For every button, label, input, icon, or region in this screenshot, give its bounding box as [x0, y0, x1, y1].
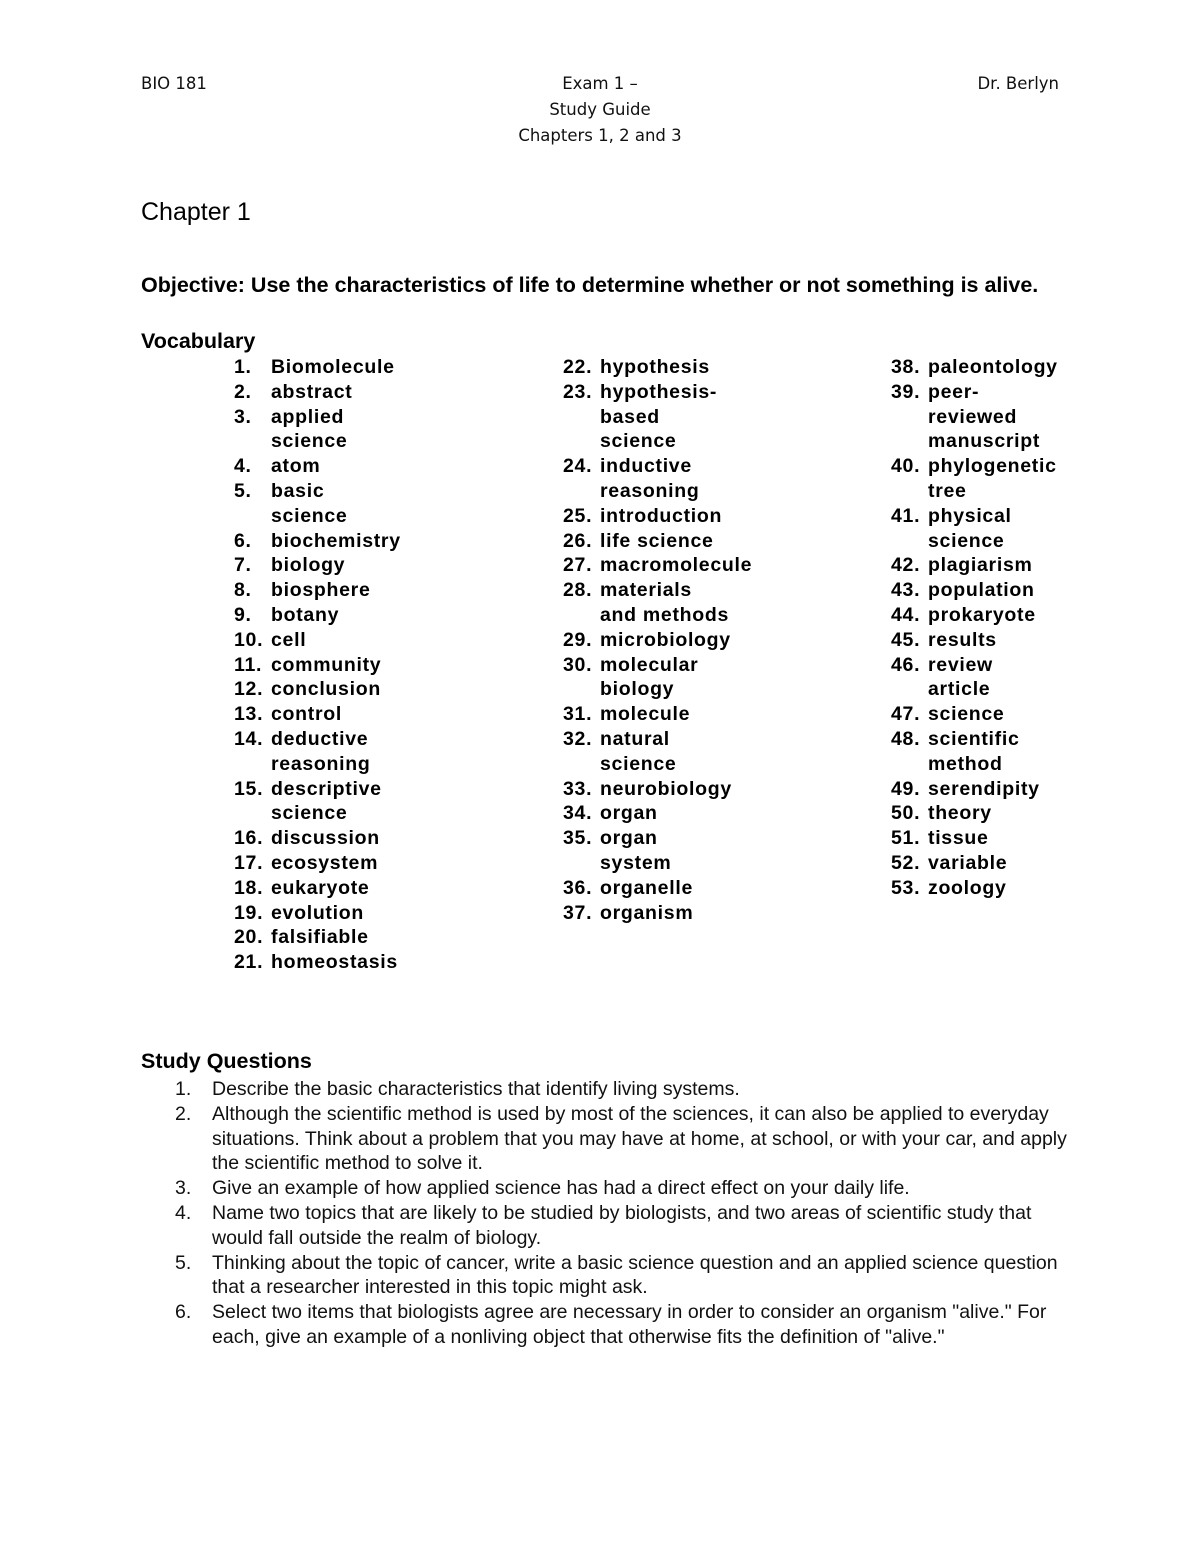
vocab-term: paleontology — [928, 356, 1058, 378]
vocab-term: organ — [600, 802, 658, 825]
vocab-term: macromolecule — [600, 554, 753, 577]
vocab-term: descriptive science — [271, 777, 382, 825]
study-questions-heading: Study Questions — [141, 1049, 312, 1073]
vocab-number: 23. — [563, 380, 593, 403]
vocab-term: science — [928, 703, 1005, 726]
vocab-number: 44. — [891, 603, 921, 626]
question-number: 4. — [175, 1201, 192, 1224]
vocab-item — [563, 529, 730, 554]
vocab-item — [891, 380, 1053, 454]
vocab-term: hypothesis-based science — [600, 380, 718, 453]
vocab-term: control — [271, 703, 342, 726]
question-number: 6. — [175, 1301, 192, 1324]
vocab-number: 17. — [234, 851, 264, 874]
vocab-item — [234, 727, 396, 777]
vocab-item — [891, 851, 1053, 876]
vocab-item — [891, 628, 1053, 653]
question-text: Name two topics that are likely to be studied by biologists, and two areas of scientific study that would fall outside the realm of biology. — [212, 1201, 1032, 1249]
vocab-number: 34. — [563, 802, 593, 825]
vocab-item — [234, 454, 396, 479]
vocab-term: organism — [600, 901, 694, 924]
vocab-number: 42. — [891, 554, 921, 577]
vocab-item — [563, 628, 730, 653]
vocab-number: 9. — [234, 603, 252, 626]
study-question — [141, 1251, 1071, 1301]
vocab-item — [234, 702, 396, 727]
vocab-term: eukaryote — [271, 876, 370, 899]
study-question — [141, 1300, 1071, 1350]
vocab-term: applied science — [271, 405, 348, 453]
vocab-item — [891, 553, 1053, 578]
vocab-item — [234, 603, 396, 628]
vocab-item — [234, 355, 396, 380]
vocab-item — [891, 727, 1053, 777]
study-question — [141, 1201, 1071, 1251]
vocab-number: 16. — [234, 827, 264, 850]
study-questions-list — [141, 1077, 1071, 1350]
vocab-number: 7. — [234, 554, 252, 577]
vocab-number: 1. — [234, 356, 252, 378]
vocab-term: results — [928, 628, 997, 651]
vocab-number: 33. — [563, 777, 593, 800]
vocab-term: serendipity — [928, 777, 1040, 800]
vocab-term: ecosystem — [271, 851, 379, 874]
vocab-term: population — [928, 579, 1035, 602]
vocab-item — [234, 876, 396, 901]
vocab-term: theory — [928, 802, 992, 825]
header-chapters: Chapters 1, 2 and 3 — [518, 126, 682, 145]
vocab-number: 19. — [234, 901, 264, 924]
vocab-item — [563, 454, 730, 504]
vocab-item — [891, 777, 1053, 802]
vocab-column-3 — [891, 355, 1058, 901]
vocab-item — [563, 702, 730, 727]
vocab-term: deductive reasoning — [271, 727, 371, 775]
vocab-number: 50. — [891, 802, 921, 825]
vocab-term: materials and methods — [600, 579, 730, 626]
vocab-number: 13. — [234, 703, 264, 726]
vocab-term: phylogenetic tree — [928, 455, 1057, 502]
vocab-item — [563, 777, 730, 802]
vocab-term: molecule — [600, 703, 691, 726]
vocab-term: evolution — [271, 901, 364, 924]
vocab-term: discussion — [271, 827, 380, 850]
vocab-term: neurobiology — [600, 777, 732, 800]
vocab-term: organelle — [600, 876, 693, 899]
vocab-number: 3. — [234, 405, 252, 428]
vocab-term: scientific method — [928, 727, 1020, 775]
vocab-item — [234, 677, 396, 702]
vocab-number: 49. — [891, 777, 921, 800]
vocab-number: 39. — [891, 380, 921, 403]
vocab-number: 5. — [234, 479, 252, 502]
vocab-item — [563, 826, 730, 876]
vocab-number: 18. — [234, 876, 264, 899]
question-number: 1. — [175, 1078, 192, 1100]
header-instructor: Dr. Berlyn — [977, 74, 1059, 93]
vocab-number: 29. — [563, 628, 593, 651]
vocab-item — [234, 628, 396, 653]
vocab-number: 2. — [234, 380, 252, 403]
vocab-number: 24. — [563, 455, 593, 478]
vocab-item — [563, 876, 730, 901]
vocab-column-1 — [234, 355, 401, 975]
vocab-term: introduction — [600, 504, 723, 527]
vocab-term: Biomolecule — [271, 356, 395, 378]
vocab-item — [563, 380, 730, 454]
vocab-item — [563, 355, 730, 380]
vocab-item — [563, 801, 730, 826]
vocab-item — [891, 826, 1053, 851]
vocab-term: tissue — [928, 827, 989, 850]
vocab-term: community — [271, 653, 382, 676]
vocab-number: 31. — [563, 703, 593, 726]
vocab-term: atom — [271, 455, 321, 478]
vocab-term: physical science — [928, 504, 1012, 552]
vocab-item — [563, 578, 730, 628]
vocab-item — [891, 578, 1053, 603]
vocab-number: 35. — [563, 827, 593, 850]
vocab-item — [234, 925, 396, 950]
vocab-number: 26. — [563, 529, 593, 552]
vocab-number: 36. — [563, 876, 593, 899]
vocab-item — [563, 727, 730, 777]
study-question — [141, 1102, 1071, 1176]
vocab-term: molecular biology — [600, 653, 699, 701]
question-text: Give an example of how applied science has had a direct effect on your daily life. — [212, 1177, 910, 1200]
vocab-item — [891, 603, 1053, 628]
vocab-item — [234, 826, 396, 851]
vocab-number: 12. — [234, 678, 264, 701]
vocab-number: 25. — [563, 504, 593, 527]
question-text: Select two items that biologists agree are necessary in order to consider an organism "alive." For each, give an example of a nonliving object that otherwise fits the definition of "alive." — [212, 1301, 1047, 1348]
vocab-term: inductive reasoning — [600, 455, 700, 502]
vocab-term: natural science — [600, 727, 677, 775]
vocab-term: prokaryote — [928, 603, 1036, 626]
chapter-title: Chapter 1 — [141, 198, 251, 226]
vocab-item — [891, 801, 1053, 826]
vocab-item — [234, 529, 401, 554]
vocab-number: 21. — [234, 951, 264, 974]
vocab-number: 8. — [234, 579, 252, 602]
vocab-term: review article — [928, 653, 993, 701]
vocab-number: 48. — [891, 727, 921, 750]
vocab-number: 15. — [234, 777, 264, 800]
vocab-number: 22. — [563, 356, 593, 378]
vocab-term: hypothesis — [600, 356, 710, 378]
vocab-number: 28. — [563, 579, 593, 602]
vocab-number: 4. — [234, 455, 252, 478]
study-question — [141, 1077, 1071, 1102]
vocab-term: basic science — [271, 479, 348, 527]
vocab-item — [891, 504, 1053, 554]
question-text: Although the scientific method is used by most of the sciences, it can also be applied to everyday situations. Think about a problem that you may have at home, at school, or with your car, and apply the scientific method to solve it. — [212, 1102, 1067, 1175]
vocab-term: microbiology — [600, 628, 731, 651]
vocab-item — [563, 901, 730, 926]
vocab-term: cell — [271, 628, 307, 651]
vocab-number: 20. — [234, 926, 264, 949]
vocab-item — [891, 355, 1058, 380]
vocab-term: conclusion — [271, 678, 381, 701]
vocab-item — [891, 653, 1053, 703]
vocab-item — [563, 553, 753, 578]
objective-text: Objective: Use the characteristics of life to determine whether or not something is alive. — [141, 273, 1039, 297]
vocab-term: variable — [928, 851, 1008, 874]
vocab-item — [234, 405, 396, 455]
vocab-column-2 — [563, 355, 753, 925]
vocab-item — [234, 851, 396, 876]
question-text: Describe the basic characteristics that identify living systems. — [212, 1078, 740, 1100]
vocab-number: 6. — [234, 529, 252, 552]
vocab-item — [891, 454, 1057, 504]
vocab-number: 52. — [891, 851, 921, 874]
vocab-number: 51. — [891, 827, 921, 850]
vocab-number: 43. — [891, 579, 921, 602]
vocab-term: botany — [271, 603, 340, 626]
vocab-item — [234, 901, 396, 926]
vocab-item — [234, 479, 396, 529]
vocab-item — [234, 553, 396, 578]
vocab-number: 30. — [563, 653, 593, 676]
question-text: Thinking about the topic of cancer, write a basic science question and an applied science question that a researcher interested in this topic might ask. — [212, 1251, 1058, 1299]
vocab-item — [563, 653, 730, 703]
vocab-item — [234, 380, 396, 405]
vocab-number: 47. — [891, 703, 921, 726]
vocab-term: peer-reviewed manuscript — [928, 380, 1041, 453]
vocab-number: 10. — [234, 628, 264, 651]
vocab-number: 27. — [563, 554, 593, 577]
vocab-item — [891, 876, 1053, 901]
vocabulary-heading: Vocabulary — [141, 329, 256, 353]
vocab-item — [563, 504, 730, 529]
vocab-term: plagiarism — [928, 554, 1033, 577]
header-exam: Exam 1 – — [562, 74, 638, 93]
vocab-item — [234, 653, 396, 678]
vocab-item — [234, 950, 396, 975]
vocab-number: 46. — [891, 653, 921, 676]
vocab-number: 11. — [234, 653, 263, 676]
vocab-number: 53. — [891, 876, 921, 899]
vocab-term: biochemistry — [271, 529, 401, 552]
vocab-number: 38. — [891, 356, 921, 378]
vocab-term: life science — [600, 529, 714, 552]
vocab-term: biology — [271, 554, 346, 577]
vocab-number: 45. — [891, 628, 921, 651]
vocab-term: organ system — [600, 827, 672, 874]
question-number: 3. — [175, 1177, 192, 1200]
vocab-number: 14. — [234, 727, 264, 750]
question-number: 2. — [175, 1102, 192, 1125]
vocab-item — [891, 702, 1053, 727]
vocab-term: biosphere — [271, 579, 371, 602]
vocab-term: abstract — [271, 380, 353, 403]
vocab-number: 32. — [563, 727, 593, 750]
vocab-number: 37. — [563, 901, 593, 924]
vocab-item — [234, 578, 396, 603]
study-question — [141, 1176, 1071, 1201]
vocab-term: zoology — [928, 876, 1007, 899]
vocab-number: 41. — [891, 504, 921, 527]
header-course: BIO 181 — [141, 74, 207, 93]
vocab-number: 40. — [891, 455, 921, 478]
vocab-item — [234, 777, 396, 827]
question-number: 5. — [175, 1251, 192, 1274]
header-guide: Study Guide — [549, 100, 651, 119]
vocab-term: homeostasis — [271, 951, 398, 974]
vocab-term: falsifiable — [271, 926, 369, 949]
